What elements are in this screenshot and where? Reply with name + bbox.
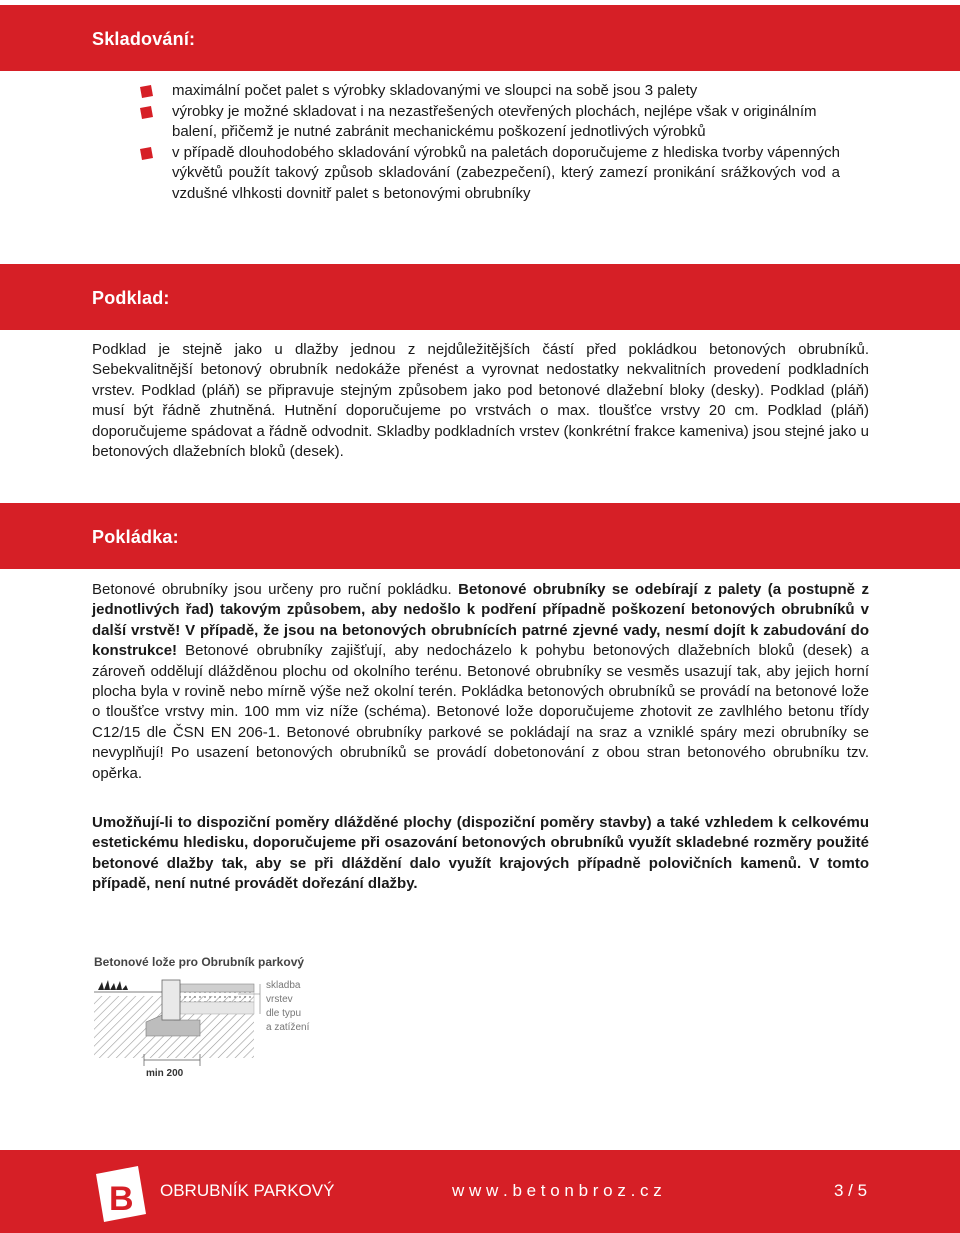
bullet-icon: [140, 85, 153, 98]
bullet-icon: [140, 147, 153, 160]
footer-website[interactable]: w w w . b e t o n b r o z . c z: [452, 1181, 662, 1200]
laying-text-regular: Betonové obrubníky jsou určeny pro ruční pokládku.: [92, 581, 459, 598]
storage-bullet-list: [140, 81, 840, 205]
logo-letter: B: [109, 1180, 134, 1218]
gravel-layer: [180, 992, 254, 1002]
base-layer: [180, 1002, 254, 1014]
storage-header-band: [0, 5, 960, 71]
footer-page-number: 3 / 5: [834, 1181, 868, 1200]
bedding-diagram: [88, 950, 328, 1082]
paving-layer: [180, 984, 254, 992]
curb: [162, 980, 180, 1020]
list-item: [140, 143, 840, 205]
base-heading: Podklad:: [92, 288, 170, 308]
storage-bullet-text: maximální počet palet s výrobky skladovanými ve sloupci na sobě jsou 3 palety: [172, 82, 698, 99]
bullet-icon: [140, 106, 153, 119]
laying-heading: Pokládka:: [92, 527, 179, 547]
base-paragraph: Podklad je stejně jako u dlažby jednou z nejdůležitějších částí před pokládkou betonových obrubníků. Sebekvalitnější betonový obrubník nedokáže přenést a vyrovnat nedostatky nekvalitních provedení podkladních vrstev. Podklad (pláň) se připravuje stejným způsobem jako pod betonové dlažební bloky (desky). Podklad (pláň) musí být řádně zhutněná. Hutnění doporučujeme po vrstvách o max. tloušťce vrstvy 20 cm. Podklad (pláň) doporučujeme spádovat a řádně odvodnit. Skladby podkladních vrstev (konkrétní frakce kameniva) jsou stejné jako u betonových dlažebních bloků (desek).: [92, 341, 869, 461]
footer-product-name: OBRUBNÍK PARKOVÝ: [160, 1181, 335, 1200]
storage-bullet-text: výrobky je možné skladovat i na nezastřešených otevřených plochách, nejlépe však v originálním balení, přičemž je nutné zabránit mechanickému poškození jednotlivých výrobků: [172, 102, 817, 141]
laying-paragraph: [92, 580, 869, 784]
laying-text-regular-2: Betonové obrubníky zajišťují, aby nedocházelo k pohybu betonových dlažebních bloků (desek) a zároveň oddělují dlážděnou plochu od okolního terénu. Betonové obrubníky se vesměs usazují tak, aby jejich horní plocha byla v rovině nebo mírně výše než okolní terén. Pokládka betonových obrubníků se provádí na betonové lože o tloušťce vrstvy min. 100 mm viz níže (schéma). Betonové lože doporučujeme zhotovit ze zavlhlého betonu třídy C12/15 dle ČSN EN 206-1. Betonové obrubníky parkové se pokládají na sraz a vzniklé spáry mezi obrubníky se nevyplňují! Po usazení betonových obrubníků se provádí dobetonování z obou stran betonového obrubníku tzv. opěrka.: [92, 642, 869, 782]
base-header-band: [0, 264, 960, 330]
dimension-label: min 200: [146, 1068, 184, 1079]
laying-header-band: [0, 503, 960, 569]
diagram-title: Betonové lože pro Obrubník parkový: [94, 955, 305, 969]
bedding-diagram-drawing: [88, 950, 328, 1082]
list-item: [140, 102, 840, 143]
laying-text-bold: Betonové obrubníky se odebírají z palety (a postupně z jednotlivých řad) takovým způsobem, aby nedošlo k podření případně poškození betonových obrubníků v další vrstvě! V případě, že jsou na betonových obrubnících patrné zjevné vady, nesmí dojít k zabudování do konstrukce!: [92, 581, 869, 660]
laying-recommendation: [92, 813, 869, 895]
storage-heading: Skladování:: [92, 29, 196, 49]
layer-label: skladba vrstev dle typu a zatížení: [266, 980, 310, 1033]
laying-recommendation-text: Umožňují-li to dispoziční poměry dlážděné plochy (dispoziční poměry stavby) a také vzhledem k celkovému estetickému hledisku, doporučujeme při osazování betonových obrubníků využít skladebné rozměry použité betonové dlažby tak, aby se při dláždění dalo využít krajových případně polovičních kamenů. V tomto případě, není nutné provádět dořezání dlažby.: [92, 814, 869, 893]
footer-band: [0, 1150, 960, 1233]
list-item: [140, 81, 840, 102]
grass-icon: [98, 980, 128, 990]
storage-bullet-text: v případě dlouhodobého skladování výrobků na paletách doporučujeme z hlediska tvorby vápenných výkvětů použít takový způsob skladování (zabezpečení), který zamezí pronikání srážkových vod a vzdušné vlhkosti dovnitř palet s betonovými obrubníky: [172, 143, 840, 202]
betonbroz-logo: [92, 1164, 148, 1222]
